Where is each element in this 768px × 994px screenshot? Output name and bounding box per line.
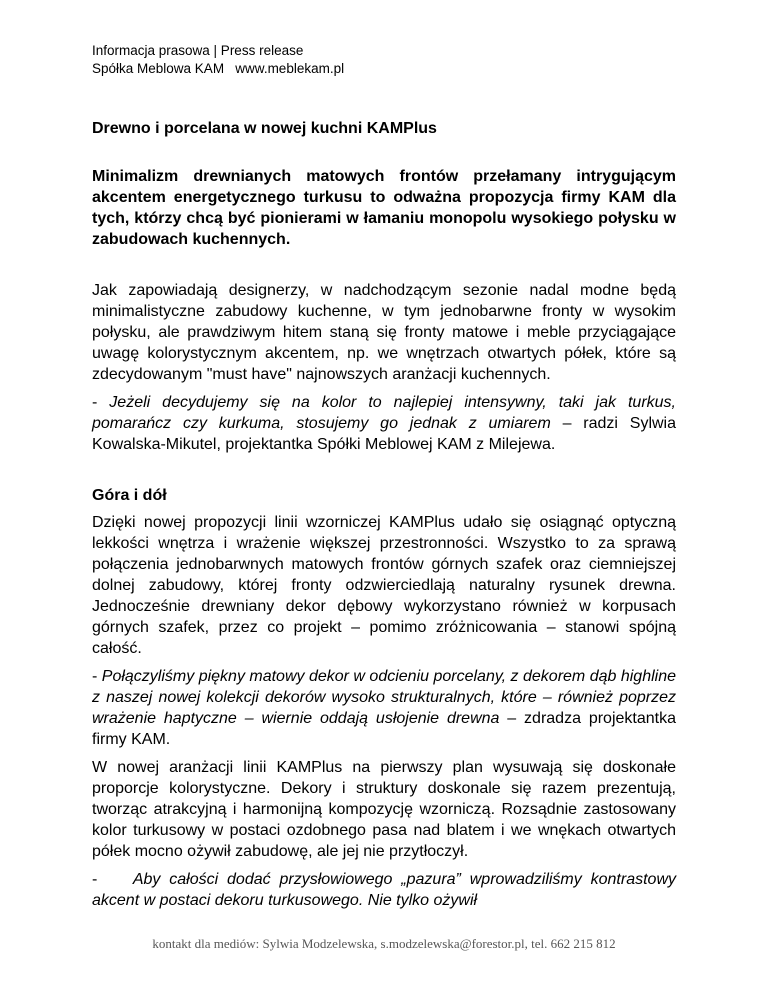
- page-footer: kontakt dla mediów: Sylwia Modzelewska, s.modzelewska@forestor.pl, tel. 662 215 812: [152, 936, 616, 951]
- quote-text: Jeżeli decydujemy się na kolor to najlepiej intensywny, taki jak turkus, pomarańcz czy kurkuma, stosujemy go jednak z umiarem: [92, 394, 676, 432]
- article-lead: Minimalizm drewnianych matowych frontów przełamany intrygującym akcentem energetycznego turkusu to odważna propozycja firmy KAM dla tych, którzy chcą być pionierami w łamaniu monopolu wysokiego połysku w zabudowach kuchennych.: [92, 168, 676, 248]
- header-line-1: Informacja prasowa | Press release: [92, 43, 304, 58]
- section-heading: Góra i dół: [92, 487, 167, 504]
- quote-dash: -: [92, 668, 102, 685]
- quote-text: Połączyliśmy piękny matowy dekor w odcieniu porcelany, z dekorem dąb highline z naszej nowej kolekcji dekorów wysoko strukturalnych, które – również poprzez wrażenie haptyczne – wiernie oddają usłojenie drewna: [92, 668, 676, 727]
- quote-attribution: – radzi Sylwia Kowalska-Mikutel, projektantka Spółki Meblowej KAM z Milejewa.: [92, 415, 677, 453]
- quote-text: Aby całości dodać przysłowiowego „pazura” wprowadziliśmy kontrastowy akcent w postaci dekoru turkusowego. Nie tylko ożywił: [92, 871, 677, 909]
- section-quote-paragraph-2: [92, 869, 676, 911]
- quote-dash: -: [92, 394, 110, 411]
- quote-paragraph-1: [92, 392, 676, 455]
- paragraph-1: Jak zapowiadają designerzy, w nadchodzącym sezonie nadal modne będą minimalistyczne zabudowy kuchenne, w tym jednobarwne fronty w wysokim połysku, ale prawdziwym hitem staną się fronty matowe i meble przyciągające uwagę kolorystycznym akcentem, np. we wnętrzach otwartych półek, które są zdecydowanym "must have" najnowszych aranżacji kuchennych.: [92, 282, 676, 383]
- article-body: [92, 118, 676, 918]
- quote-dash: -: [92, 871, 133, 888]
- section-quote-paragraph: [92, 666, 676, 750]
- header-line-2: Spółka Meblowa KAM www.meblekam.pl: [92, 61, 345, 76]
- article-title: Drewno i porcelana w nowej kuchni KAMPlus: [92, 120, 437, 137]
- section-paragraph-3: W nowej aranżacji linii KAMPlus na pierwszy plan wysuwają się doskonałe proporcje kolorystyczne. Dekory i struktury doskonale się razem prezentują, tworząc atrakcyjną i harmonijną kompozycję wzorniczą. Rozsądnie zastosowany kolor turkusowy w postaci ozdobnego pasa nad blatem i we wnękach otwartych półek mocno ożywił zabudowę, ale jej nie przytłoczył.: [92, 759, 676, 860]
- quote-attribution: – zdradza projektantka firmy KAM.: [92, 710, 676, 748]
- section-paragraph-1: Dzięki nowej propozycji linii wzorniczej KAMPlus udało się osiągnąć optyczną lekkości wnętrza i wrażenie większej przestronności. Wszystko to za sprawą połączenia jednobarwnych matowych frontów górnych szafek oraz ciemniejszej dolnej zabudowy, której fronty odzwierciedlają naturalny rysunek drewna. Jednocześnie drewniany dekor dębowy wykorzystano również w korpusach górnych szafek, przez co projekt – pomimo zróżnicowania – stanowi spójną całość.: [92, 514, 676, 657]
- press-header: [92, 42, 344, 78]
